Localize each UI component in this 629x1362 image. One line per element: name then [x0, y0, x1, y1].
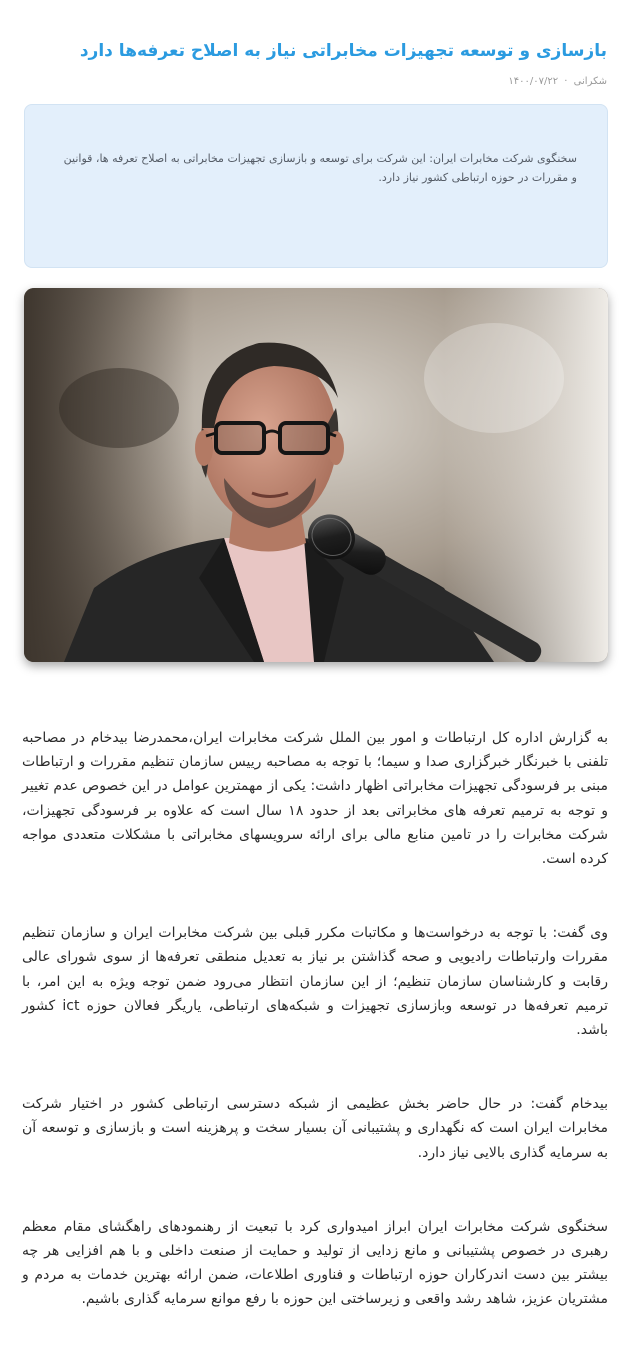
- article-category[interactable]: شکرانی: [573, 76, 607, 87]
- portrait-speaker-microphone-icon: [24, 288, 608, 662]
- meta-separator: ·: [564, 76, 568, 87]
- article-title[interactable]: بازسازی و توسعه تجهیزات مخابراتی نیاز به اصلاح تعرفه‌ها دارد: [79, 41, 607, 61]
- article-summary: سخنگوی شرکت مخابرات ایران: این شرکت برای توسعه و بازسازی تجهیزات مخابراتی به اصلاح تعرفه ها، قوانین و مقررات در حوزه ارتباطی کشور نیاز دارد.: [63, 152, 577, 184]
- article-hero-image: [24, 288, 608, 662]
- article-paragraph: وی گفت: با توجه به درخواست‌ها و مکاتبات مکرر قبلی بین شرکت مخابرات ایران و سازمان تنظیم مقررات وارتباطات رادیویی و صحه گذاشتن بر نیاز به تعدیل منطقی تعرفه‌ها از سوی شورای عالی رقابت و کارشناسان سازمان تنظیم؛ از این سازمان انتظار می‌رود ضمن توجه ویژه به این امر، با ترمیم تعرفه‌ها در توسعه وبازسازی تجهیزات و شبکه‌های ارتباطی، یاریگر فعالان حوزه ict کشور باشد.: [22, 925, 608, 1039]
- article-paragraph: به گزارش اداره کل ارتباطات و امور بین الملل شرکت مخابرات ایران،محمدرضا بیدخام در مصاحبه تلفنی با خبرنگار خبرگزاری صدا و سیما؛ با توجه به مصاحبه رییس سازمان تنظیم مقررات و ارتباطات مبنی بر فرسودگی تجهیزات مخابراتی اظهار داشت: یکی از مهمترین عوامل در این خصوص عدم تغییر و توجه به ترمیم تعرفه های مخابراتی بعد از حدود ۱۸ سال است که علاوه بر فرسودگی تجهیزات، شرکت مخابرات را در تامین منابع مالی برای ارائه سرویسهای مخابراتی با مشکلات متعددی مواجه کرده است.: [22, 730, 608, 868]
- article-date: ۱۴۰۰/۰۷/۲۲: [508, 76, 559, 87]
- article-paragraph: بیدخام گفت: در حال حاضر بخش عظیمی از شبکه دسترسی ارتباطی کشور در اختیار شرکت مخابرات ایران است که نگهداری و پشتیبانی آن بسیار سخت و پرهزینه است و بازسازی و توسعه آن به سرمایه گذاری بالایی نیاز دارد.: [22, 1096, 608, 1161]
- article-paragraph: سخنگوی شرکت مخابرات ایران ابراز امیدواری کرد با تبعیت از رهنمودهای راهگشای مقام معظم رهبری در خصوص پشتیبانی و مانع زدایی از تولید و حمایت از صنعت داخلی و با هم افزایی هر چه بیشتر بین دست اندرکاران حوزه ارتباطات و فناوری اطلاعات، ضمن ارائه بهترین خدمات به مردم و مشتریان عزیز، شاهد رشد واقعی و زیرساختی این حوزه با رفع موانع سرمایه گذاری باشیم.: [22, 1218, 608, 1308]
- article-meta: [508, 74, 607, 90]
- article-summary-box: [24, 104, 608, 268]
- article-body: [22, 726, 608, 1362]
